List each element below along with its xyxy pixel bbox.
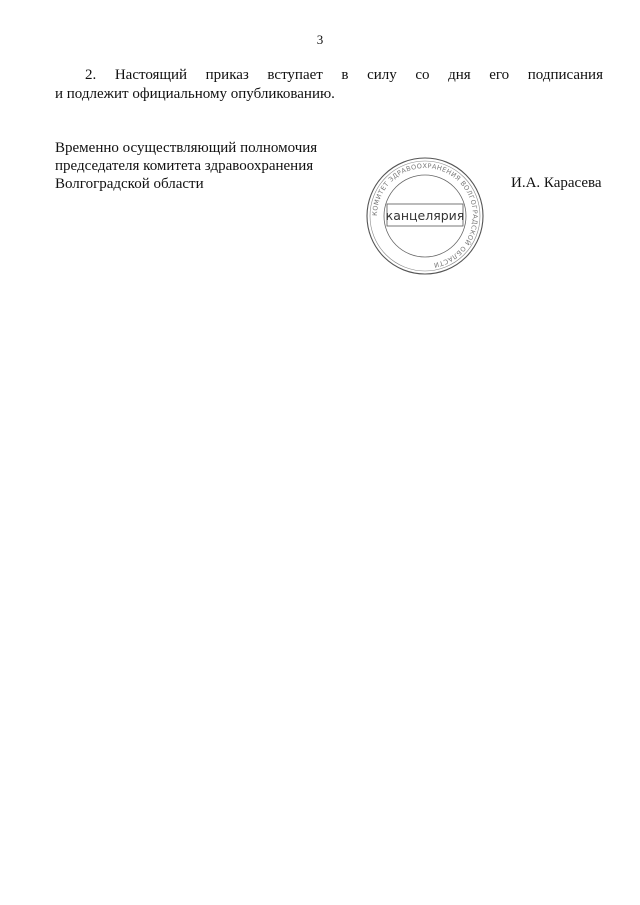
paragraph-word: дня bbox=[448, 67, 471, 83]
paragraph-word: со bbox=[415, 67, 430, 83]
paragraph-word: силу bbox=[367, 67, 397, 83]
signer-name: И.А. Карасева bbox=[511, 175, 602, 191]
paragraph-word: его bbox=[489, 67, 510, 83]
page-number: 3 bbox=[316, 32, 324, 47]
official-seal bbox=[360, 156, 490, 276]
signatory-position bbox=[55, 139, 317, 193]
signatory-position-line: Волгоградской области bbox=[55, 176, 204, 192]
paragraph-word: подписания bbox=[527, 67, 603, 83]
signatory-position-line: Временно осуществляющий полномочия bbox=[55, 140, 318, 156]
paragraph-2-line-2: и подлежит официальному опубликованию. bbox=[55, 86, 335, 102]
paragraph-word: в bbox=[341, 67, 349, 83]
paragraph-word: 2. bbox=[85, 67, 97, 83]
paragraph-word: вступает bbox=[267, 67, 323, 83]
signatory-position-line: председателя комитета здравоохранения bbox=[55, 158, 314, 174]
seal-center-text: канцелярия bbox=[385, 208, 465, 223]
seal-ring-text: КОМИТЕТ ЗДРАВООХРАНЕНИЯ ВОЛГОГРАДСКОЙ ОБЛАСТИ bbox=[370, 161, 480, 270]
paragraph-word: Настоящий bbox=[114, 67, 188, 83]
paragraph-2-line-1 bbox=[55, 66, 603, 85]
paragraph-word: приказ bbox=[205, 67, 249, 83]
